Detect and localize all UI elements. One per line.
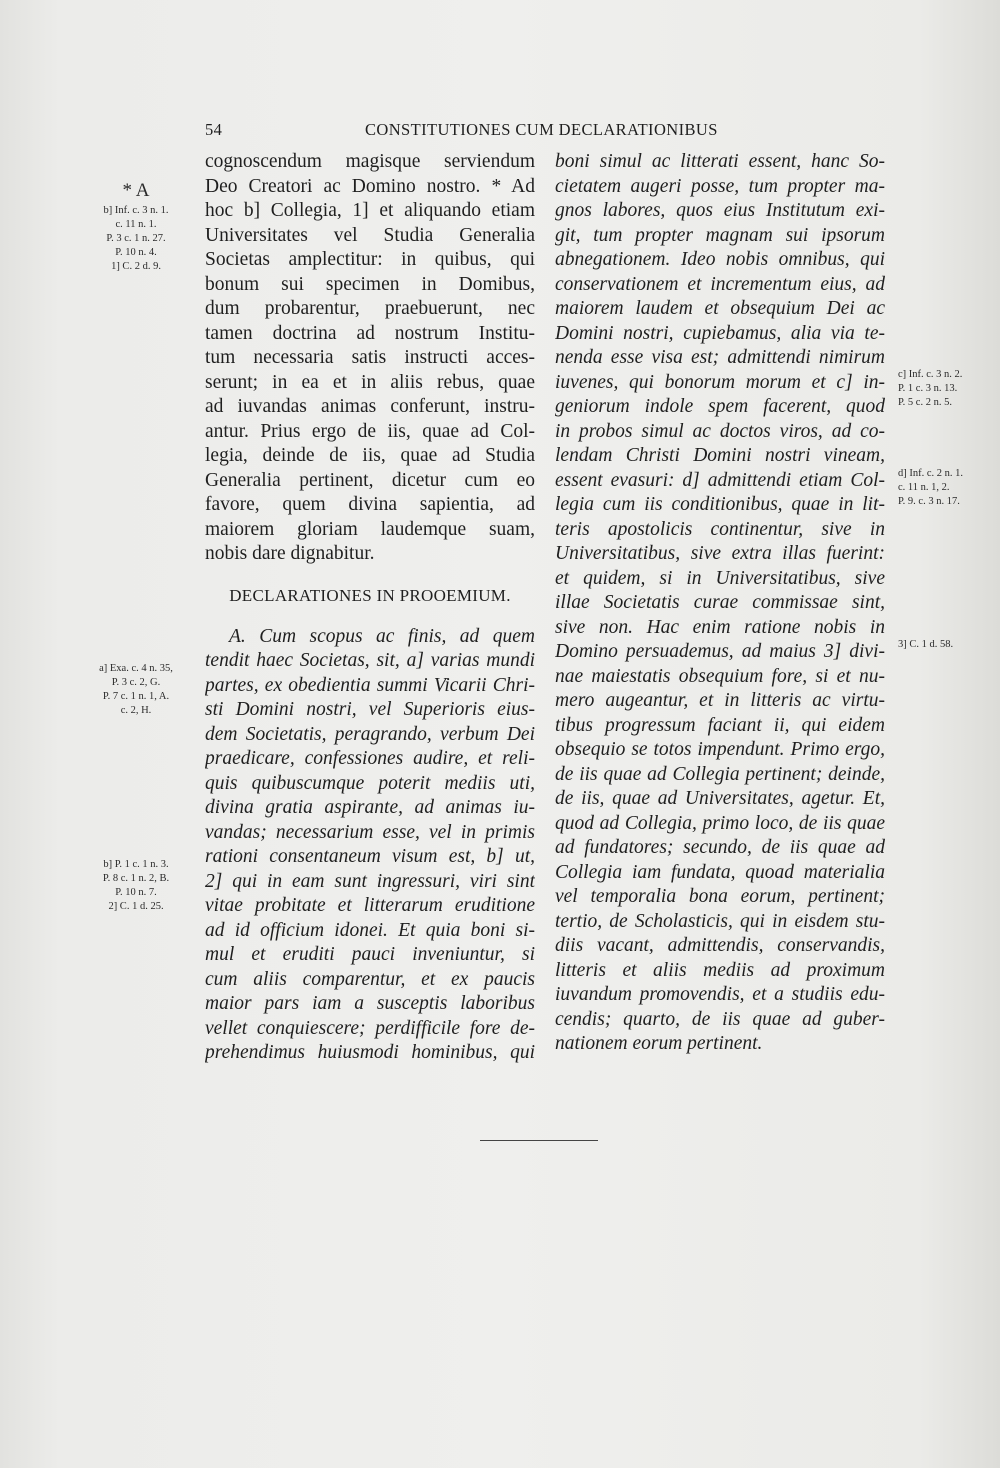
text-line: quis quibuscumque poterit mediis uti, — [205, 772, 535, 794]
text-line: ad fundatores; secundo, de iis quae ad — [555, 837, 885, 858]
text-line: Domino persuademus, ad maius 3] divi- — [555, 641, 885, 662]
text-line: maiorem laudem et obsequium Dei ac — [555, 298, 885, 319]
text-line: mul et eruditi pauci inveniuntur, si — [205, 944, 535, 965]
text-line: lendam Christi Domini nostri vineam, — [555, 445, 885, 466]
text-line: de iis, quae ad Universitates, agetur. Et, — [555, 788, 885, 809]
page-number: 54 — [205, 120, 223, 139]
margin-ref: P. 10 n. 7. — [115, 887, 157, 898]
text-line: Generalia pertinent, dicetur cum eo — [205, 469, 535, 491]
margin-ref: b] P. 1 c. 1 n. 3. — [103, 859, 169, 870]
text-line: rationi consentaneum visum est, b] ut, — [205, 846, 535, 867]
text-line: mero augeantur, et in litteris ac virtu- — [555, 690, 885, 711]
text-line: essent evasuri: d] admittendi etiam Col- — [555, 469, 885, 491]
margin-ref: 2] C. 1 d. 25. — [108, 901, 164, 912]
text-line: abnegationem. Ideo nobis omnibus, qui — [555, 249, 885, 270]
page-header — [205, 120, 735, 144]
text-line: divina gratia aspirante, ad animas iu- — [205, 797, 535, 818]
margin-ref: P. 3 c. 1 n. 27. — [106, 233, 166, 244]
margin-note-right — [898, 638, 978, 652]
text-line: sive non. Hac enim ratione nobis in — [555, 616, 885, 638]
text-line: et quidem, si in Universitatibus, sive — [555, 567, 885, 589]
text-line: obsequio se totos impendunt. Primo ergo, — [555, 739, 885, 760]
text-line: maior pars iam a susceptis laboribus — [205, 993, 535, 1014]
text-line: cendis; quarto, de iis quae ad guber- — [555, 1008, 885, 1030]
text-line: ad iuvandas animas conferunt, instru- — [205, 396, 535, 417]
text-line: Collegia iam fundata, quoad materialia — [555, 861, 885, 883]
text-line: tum necessaria satis instructi acces- — [205, 347, 535, 368]
running-title: CONSTITUTIONES CUM DECLARATIONIBUS — [365, 120, 718, 139]
footnote-rule — [480, 1140, 598, 1141]
text-line: nationem eorum pertinent. — [555, 1033, 763, 1054]
text-line: iuvandum promovendis, et a studiis edu- — [555, 984, 885, 1005]
text-line: partes, ex obedientia summi Vicarii Chri- — [205, 674, 535, 696]
margin-ref: c. 2, H. — [120, 705, 152, 716]
margin-ref: c. 11 n. 1. — [115, 219, 157, 230]
text-line: favore, quem divina sapientia, ad — [205, 494, 535, 515]
text-line: geniorum indole spem facerent, quod — [555, 396, 885, 417]
text-line: antur. Prius ergo de iis, quae ad Col- — [205, 420, 535, 442]
text-line: nobis dare dignabitur. — [205, 543, 375, 564]
margin-ref: P. 9. c. 3 n. 17. — [898, 496, 960, 507]
text-line: nae maiestatis obsequium fore, si et nu- — [555, 665, 885, 687]
margin-note-left — [88, 662, 184, 718]
text-line: Domini nostri, cupiebamus, alia via te- — [555, 322, 885, 344]
text-line: ad id officium idonei. Et quia boni si- — [205, 919, 535, 941]
text-line: teris apostolicis continentur, sive in — [555, 518, 885, 540]
margin-ref: P. 1 c. 3 n. 13. — [898, 383, 958, 394]
margin-note-left — [88, 858, 184, 914]
text-line: dum probarentur, praebuerunt, nec — [205, 298, 535, 319]
text-line: quod ad Collegia, primo loco, de iis quae — [555, 812, 885, 834]
text-line: Universitates vel Studia Generalia — [205, 224, 535, 246]
left-text-column — [205, 150, 535, 1066]
text-line: Universitatibus, sive extra illas fuerint: — [555, 543, 885, 564]
text-line: praedicare, confessiones audire, et reli- — [205, 748, 535, 769]
text-line: cognoscendum magisque serviendum — [205, 151, 535, 172]
margin-ref: d] Inf. c. 2 n. 1. — [898, 468, 964, 479]
text-line: iuvenes, qui bonorum morum et c] in- — [555, 371, 885, 393]
text-line: legia, deinde de iis, quae ad Studia — [205, 445, 535, 466]
text-line: vellet conquiescere; perdifficile fore de- — [205, 1017, 535, 1039]
text-line: illae Societatis curae commissae sint, — [555, 592, 885, 613]
margin-ref: b] Inf. c. 3 n. 1. — [103, 205, 169, 216]
text-line: litteris et aliis mediis ad proximum — [555, 959, 885, 981]
right-text-column — [555, 150, 885, 1057]
text-line: vitae probitate et litterarum eruditione — [205, 895, 535, 916]
text-line: conservationem et incrementum eius, ad — [555, 273, 885, 295]
margin-ref: a] Exa. c. 4 n. 35, — [99, 663, 173, 674]
text-line: sti Domini nostri, vel Superioris eius- — [205, 699, 535, 720]
margin-ref: 1] C. 2 d. 9. — [111, 261, 161, 272]
text-line: Deo Creatori ac Domino nostro. * Ad — [205, 175, 535, 197]
text-line: in probos simul ac doctos viros, ad co- — [555, 420, 885, 442]
text-line: bonum sui specimen in Domibus, — [205, 273, 535, 295]
text-line: tamen doctrina ad nostrum Institu- — [205, 322, 535, 344]
text-line: de iis quae ad Collegia pertinent; deinde, — [555, 763, 885, 785]
text-line: nenda esse visa est; admittendi nimirum — [555, 347, 885, 368]
margin-note-right — [898, 467, 978, 509]
margin-note-right — [898, 368, 978, 410]
margin-ref: P. 3 c. 2, G. — [111, 677, 161, 688]
text-line: cum aliis comparentur, et ex paucis — [205, 968, 535, 990]
text-line: 2] qui in eam sunt ingressuri, viri sint — [205, 870, 535, 892]
text-line: Societas amplectitur: in quibus, qui — [205, 249, 535, 270]
margin-ref: c. 11 n. 1, 2. — [898, 482, 950, 493]
text-line: boni simul ac litterati essent, hanc So- — [555, 151, 885, 172]
text-line: vandas; necessarium esse, vel in primis — [205, 821, 535, 843]
text-line: dem Societatis, peragrando, verbum Dei — [205, 723, 535, 745]
margin-ref: 3] C. 1 d. 58. — [898, 639, 954, 650]
text-line: gnos labores, quos eius Institutum exi- — [555, 200, 885, 221]
text-line: tendit haec Societas, sit, a] varias mundi — [205, 650, 535, 671]
text-line: tertio, de Scholasticis, qui in eisdem stu- — [555, 910, 885, 932]
text-line: maiorem gloriam laudemque suam, — [205, 518, 535, 540]
text-line: diis vacant, admittendis, conservandis, — [555, 935, 885, 956]
section-heading: DECLARATIONES IN PROOEMIUM. — [229, 585, 511, 605]
margin-ref: P. 7 c. 1 n. 1, A. — [102, 691, 170, 702]
margin-ref: P. 8 c. 1 n. 2, B. — [102, 873, 170, 884]
text-line: git, tum propter magnam sui ipsorum — [555, 224, 885, 246]
text-line: legia cum iis conditionibus, quae in lit- — [555, 494, 885, 515]
text-line: tibus progressum faciant ii, qui eidem — [555, 714, 885, 736]
text-line: cietatem augeri posse, tum propter ma- — [555, 175, 885, 197]
margin-ref: c] Inf. c. 3 n. 2. — [898, 369, 963, 380]
margin-note-left — [88, 178, 184, 274]
text-line: vel temporalia bona eorum, pertinent; — [555, 886, 885, 907]
margin-ref: P. 10 n. 4. — [115, 247, 157, 258]
text-line: prehendimus huiusmodi hominibus, qui — [205, 1042, 535, 1063]
text-line: hoc b] Collegia, 1] et aliquando etiam — [205, 200, 535, 221]
text-line: serunt; in ea et in aliis rebus, quae — [205, 371, 535, 393]
margin-ref: P. 5 c. 2 n. 5. — [898, 397, 952, 408]
text-line: A. Cum scopus ac finis, ad quem — [229, 625, 535, 647]
margin-marker: * A — [122, 180, 150, 201]
